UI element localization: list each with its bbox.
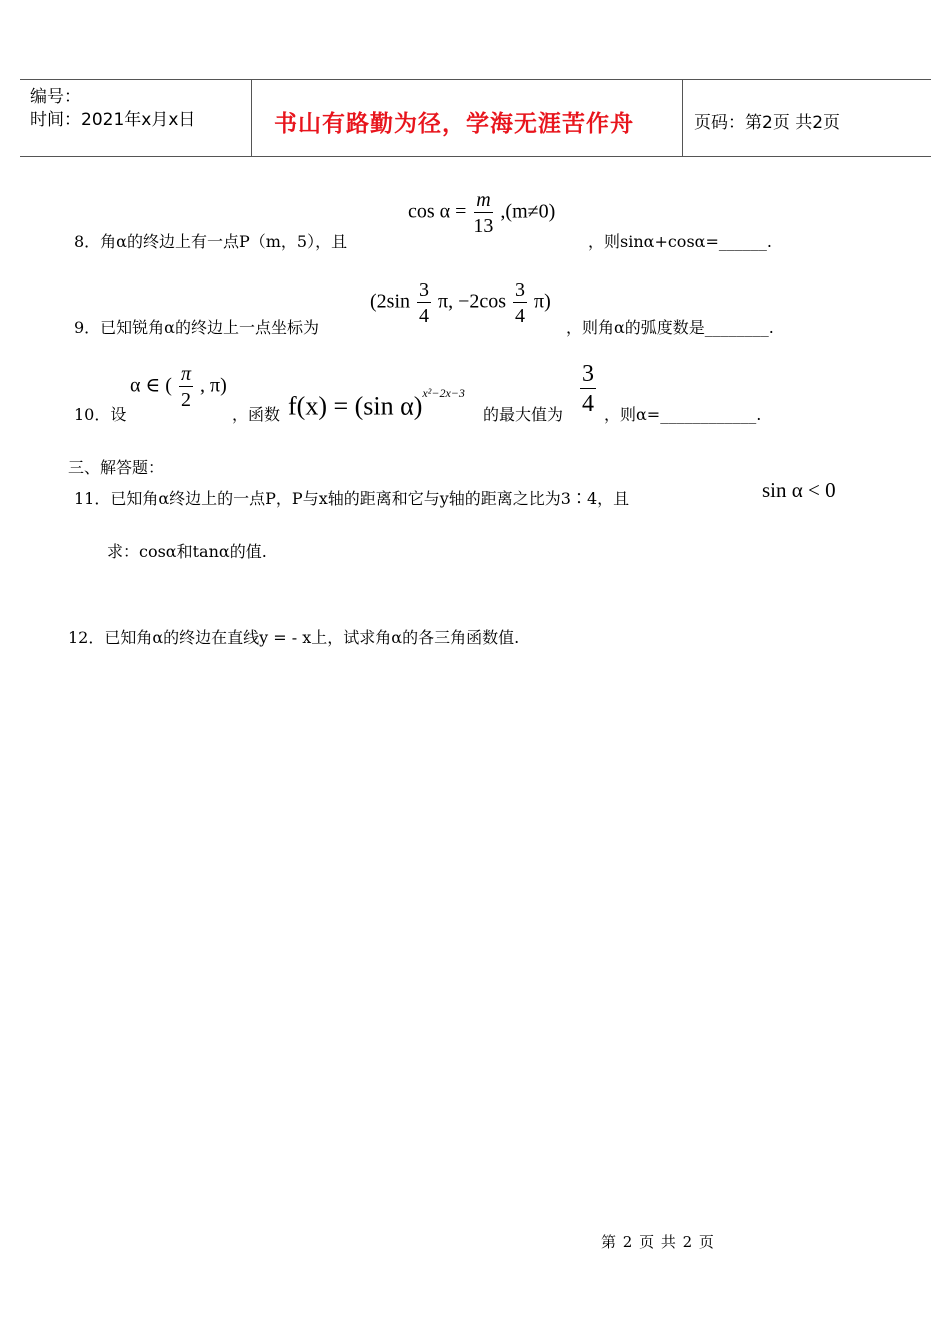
question-9-formula (370, 280, 551, 326)
question-11-lead: 11．已知角α终边上的一点P，P与x轴的距离和它与y轴的距离之比为3∶4，且 (74, 489, 630, 508)
q9-fraction-2-den: 4 (515, 305, 526, 327)
section-3-title: 三、解答题： (68, 458, 165, 477)
q8-fraction-num: m (476, 189, 491, 211)
q8-math-suffix: ,(m≠0) (500, 200, 556, 223)
question-10-function (288, 386, 465, 421)
q10-cond-prefix: α ∈ ( (130, 374, 172, 397)
q9-fraction-2 (513, 280, 527, 326)
question-8-lead: 8．角α的终边上有一点P（m，5），且 (74, 232, 348, 251)
header-divider-2 (682, 79, 683, 157)
question-9-tail: ，则角α的弧度数是________. (566, 318, 774, 337)
q9-fraction-1-den: 4 (419, 305, 429, 327)
header-divider-1 (251, 79, 252, 157)
header-bottom-rule (20, 156, 931, 157)
q8-fraction-den: 13 (473, 215, 494, 237)
q10-max-fraction-den: 4 (582, 391, 594, 417)
q9-part-2: π, −2cos (438, 290, 507, 313)
question-11-condition: sin α < 0 (762, 478, 836, 502)
q10-cond-fraction-den: 2 (180, 389, 191, 411)
header-top-rule (20, 79, 931, 80)
footer-page-number: 第 2 页 共 2 页 (601, 1233, 715, 1251)
q9-fraction-1-num: 3 (419, 279, 429, 301)
header-time-label: 时间：2021年x月x日 (30, 110, 196, 130)
q10-max-fraction-num: 3 (582, 361, 594, 387)
q10-cond-fraction (179, 364, 193, 410)
question-10-max-text: 的最大值为 (483, 405, 564, 424)
question-8-formula (408, 190, 555, 236)
header-motto: 书山有路勤为径，学海无涯苦作舟 (274, 111, 634, 137)
q9-fraction-2-num: 3 (515, 279, 526, 301)
question-9-lead: 9．已知锐角α的终边上一点坐标为 (74, 318, 319, 337)
q10-function-exponent: x²−2x−3 (422, 386, 465, 400)
q10-function-body: f(x) = (sin α) (288, 391, 423, 421)
question-10-condition (130, 364, 227, 410)
q10-cond-fraction-num: π (180, 363, 191, 385)
question-10-max-value (578, 362, 598, 416)
question-10-lead: 10．设 (74, 405, 127, 424)
header-number-label: 编号： (30, 87, 81, 107)
q10-max-fraction (580, 362, 596, 416)
question-12: 12．已知角α的终边在直线y = - x上，试求角α的各三角函数值. (68, 628, 520, 647)
q9-fraction-1 (417, 280, 431, 326)
question-11-line-2: 求：cosα和tanα的值. (107, 542, 267, 561)
header-page-label: 页码：第2页 共2页 (694, 113, 841, 133)
q9-part-1: (2sin (370, 290, 410, 313)
q8-math-prefix: cos α = (408, 200, 467, 223)
q9-part-3: π) (534, 290, 551, 313)
question-8-tail: ，则sinα+cosα=______. (588, 232, 772, 251)
q10-cond-suffix: , π) (199, 374, 227, 397)
question-10-mid: ，函数 (232, 405, 281, 424)
q8-fraction (473, 190, 493, 236)
question-10-tail: ，则α=____________. (604, 405, 762, 424)
